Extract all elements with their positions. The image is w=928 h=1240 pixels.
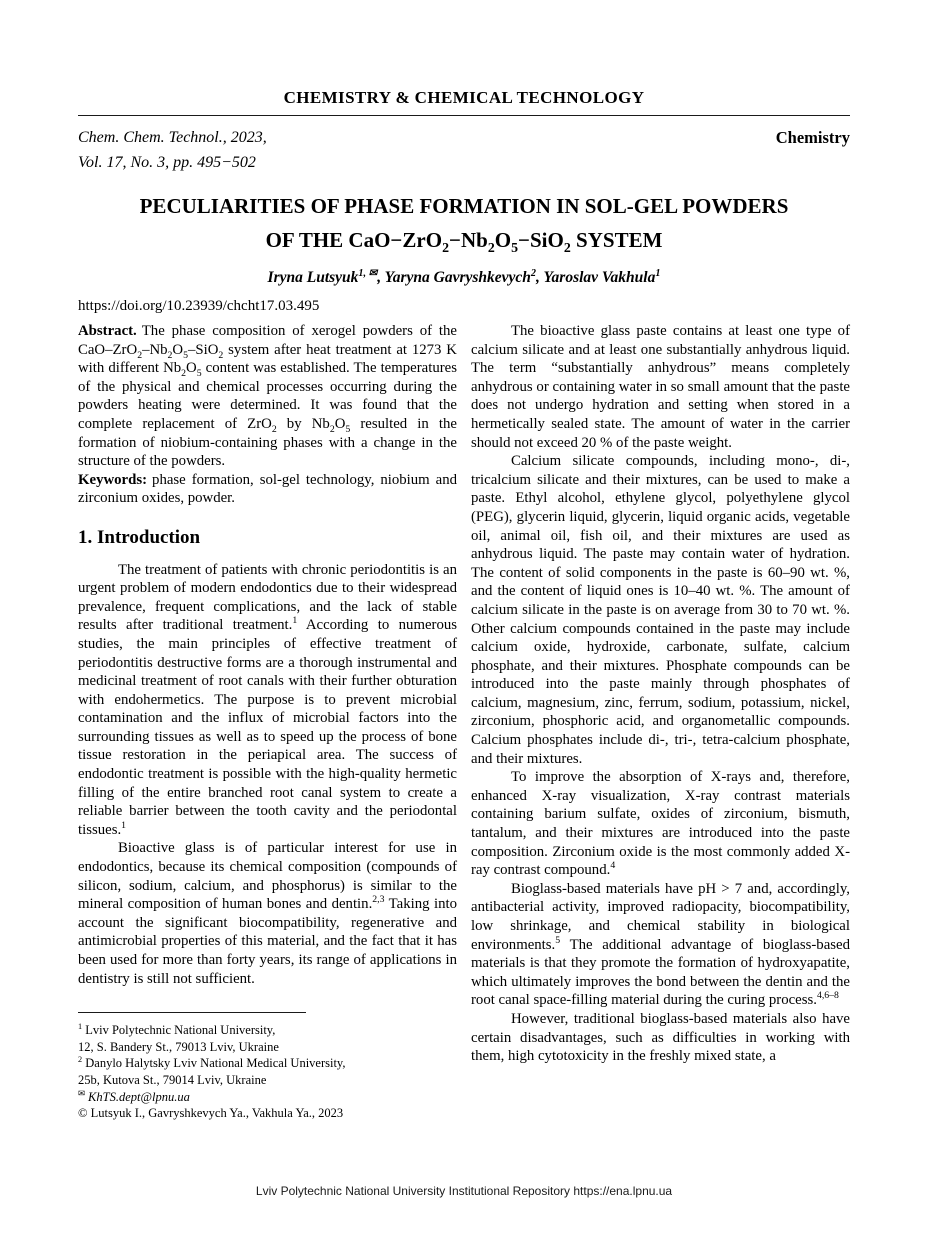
envelope-icon: ✉ bbox=[78, 1088, 85, 1098]
keywords-paragraph bbox=[78, 471, 457, 508]
body-paragraph-5: However, traditional bioglass-based materials also have certain disadvantages, such as difficulties in working with them, high cytotoxicity in the freshly mixed state, a bbox=[471, 1010, 850, 1065]
citation-line-2: Vol. 17, No. 3, pp. 495−502 bbox=[78, 154, 256, 171]
body-paragraph-2: Calcium silicate compounds, including mono-, di-, tricalcium silicate and their mixtures, can be used to make a paste. Ethyl alcohol, ethylene glycol, polyethylene glycol (PEG), glycerin liquid, glycerin, liquid organic acids, vegetable oil, animal oil, fish oil, and their mixtures are used as anhydrous liquid. The paste may contain water of hydration. The content of solid components in the paste is 60–90 wt. %, and the content of liquid ones is 10–40 wt. %. The amount of calcium silicate in the paste is on average from 30 to 70 wt. %. Other calcium compounds contained in the paste may include calcium oxide, hydroxide, carbonate, sulfate, calcium phosphate, and their mixtures. Phosphate compounds can be introduced into the paste mainly through phosphates of calcium, magnesium, zinc, ferrum, sodium, potassium, nickel, zirconium, phosphoric acid, and organometallic compounds. Calcium phosphates include di-, tri-, tetra-calcium phosphate, and their mixtures. bbox=[471, 453, 850, 767]
title-line-2: OF THE $CaO-ZrO_2-Nb_2O_5-SiO_2$ SYSTEM bbox=[265, 228, 663, 256]
authors-line: Iryna Lutsyuk$^{1, ✉}$, Yaryna Gavryshkevych$^2$, Yaroslav Vakhula$^1$ bbox=[267, 267, 661, 286]
title-line-1: PECULIARITIES OF PHASE FORMATION IN SOL-GEL POWDERS bbox=[139, 194, 789, 218]
keywords-label: Keywords: bbox=[78, 471, 148, 488]
affiliation-1-address: 12, S. Bandery St., 79013 Lviv, Ukraine bbox=[78, 1039, 279, 1054]
paper-title bbox=[78, 189, 850, 257]
keywords-text: phase formation, sol-gel technology, niobium and zirconium oxides, powder. bbox=[78, 471, 457, 507]
affiliation-2-address: 25b, Kutova St., 79014 Lviv, Ukraine bbox=[78, 1072, 267, 1087]
affiliation-1-name: $^1$ Lviv Polytechnic National University, bbox=[78, 1022, 276, 1038]
repository-footer[interactable]: Lviv Polytechnic National University Institutional Repository https://ena.lpnu.ua bbox=[255, 1184, 673, 1198]
abstract-text: The phase composition of xerogel powders of the CaO–$ZrO_2-Nb_2O_5-SiO_2$ system after heat treatment at 1273 K with different $Nb_2O_5$ content was established. The temperatures of the physical and chemical processes occurring during the powders heating were determined. It was found that the complete replacement of ZrO$_2$ by $Nb_2O_5$ resulted in the formation of niobium-containing phases with a change in the structure of the powders. bbox=[78, 323, 457, 470]
intro-paragraph-2: Bioactive glass is of particular interest for use in endodontics, because its chemical composition (compounds of silicon, sodium, calcium, and phosphorus) is similar to the mineral composition of human bones and dentin.$^{2,3}$ Taking into account the significant biocompatibility, regenerative and antimicrobial properties of this material, and the fact that it has been used for more than forty years, its range of applications in dentistry is still not sufficient. bbox=[78, 840, 457, 987]
header-divider bbox=[78, 115, 850, 116]
body-paragraph-4: Bioglass-based materials have pH > 7 and, accordingly, antibacterial activity, improved radiopacity, biocompatibility, low shrinkage, and chemical stability in biological environments.$^5$ The additional advantage of bioglass-based materials is that they promote the formation of hydroxyapatite, which ultimately improves the bond between the dentin and the root canal space-filling material during the curing process.$^{4,6-8}$ bbox=[471, 880, 850, 1009]
abstract-label: Abstract. bbox=[78, 323, 137, 339]
citation-row bbox=[78, 125, 850, 175]
affiliation-2-name: $^2$ Danylo Halytsky Lviv National Medical University, bbox=[78, 1055, 346, 1071]
footnotes-block bbox=[78, 1022, 457, 1122]
copyright-line: © Lutsyuk I., Gavryshkevych Ya., Vakhula Ya., 2023 bbox=[78, 1106, 344, 1121]
citation-block bbox=[78, 125, 267, 175]
left-column bbox=[78, 322, 457, 1122]
two-column-body bbox=[78, 322, 850, 1122]
section-heading-introduction: 1. Introduction bbox=[78, 526, 201, 548]
footnote-divider bbox=[78, 1012, 306, 1013]
body-paragraph-3: To improve the absorption of X-rays and, therefore, enhanced X-ray visualization, X-ray contrast materials containing barium sulfate, oxides of zirconium, bismuth, tantalum, and their mixtures are introduced into the paste composition. Zirconium oxide is the most commonly added X-ray contrast compound.$^4$ bbox=[471, 769, 850, 879]
journal-name: CHEMISTRY & CHEMICAL TECHNOLOGY bbox=[283, 88, 645, 107]
doi-link[interactable]: https://doi.org/10.23939/chcht17.03.495 bbox=[78, 298, 320, 314]
citation-line-1: Chem. Chem. Technol., 2023, bbox=[78, 129, 267, 146]
email-address[interactable]: KhTS.dept@lpnu.ua bbox=[88, 1089, 190, 1104]
right-column bbox=[471, 322, 850, 1122]
section-label: Chemistry bbox=[775, 128, 850, 147]
intro-paragraph-1: The treatment of patients with chronic periodontitis is an urgent problem of modern endodontics due to their widespread prevalence, frequent complications, and the lack of stable results after traditional treatment.$^1$ According to numerous studies, the main principles of effective treatment of periodontitis destructive forms are a thorough instrumental and medicinal treatment of root canals with their further obturation with endohermetics. The purpose is to prevent microbial contamination and the influx of microbial factors into the surrounding tissues as well as to speed up the process of bone tissue restoration in the periapical area. The success of endodontic treatment is possible with the high-quality hermetic filling of the entire branched root canal system to create a reliable barrier between the tooth cavity and the periodontal tissues.$^1$ bbox=[78, 561, 457, 838]
abstract-paragraph bbox=[78, 322, 457, 471]
email-line bbox=[78, 1089, 457, 1106]
body-paragraph-1: The bioactive glass paste contains at least one type of calcium silicate and at least one substantially anhydrous liquid. The term “substantially anhydrous” means completely anhydrous or containing water in so small amount that the paste does not undergo hydration and setting when stored in a hermetically sealed state. The amount of water in the carrier should not exceed 20 % of the paste weight. bbox=[471, 323, 850, 451]
